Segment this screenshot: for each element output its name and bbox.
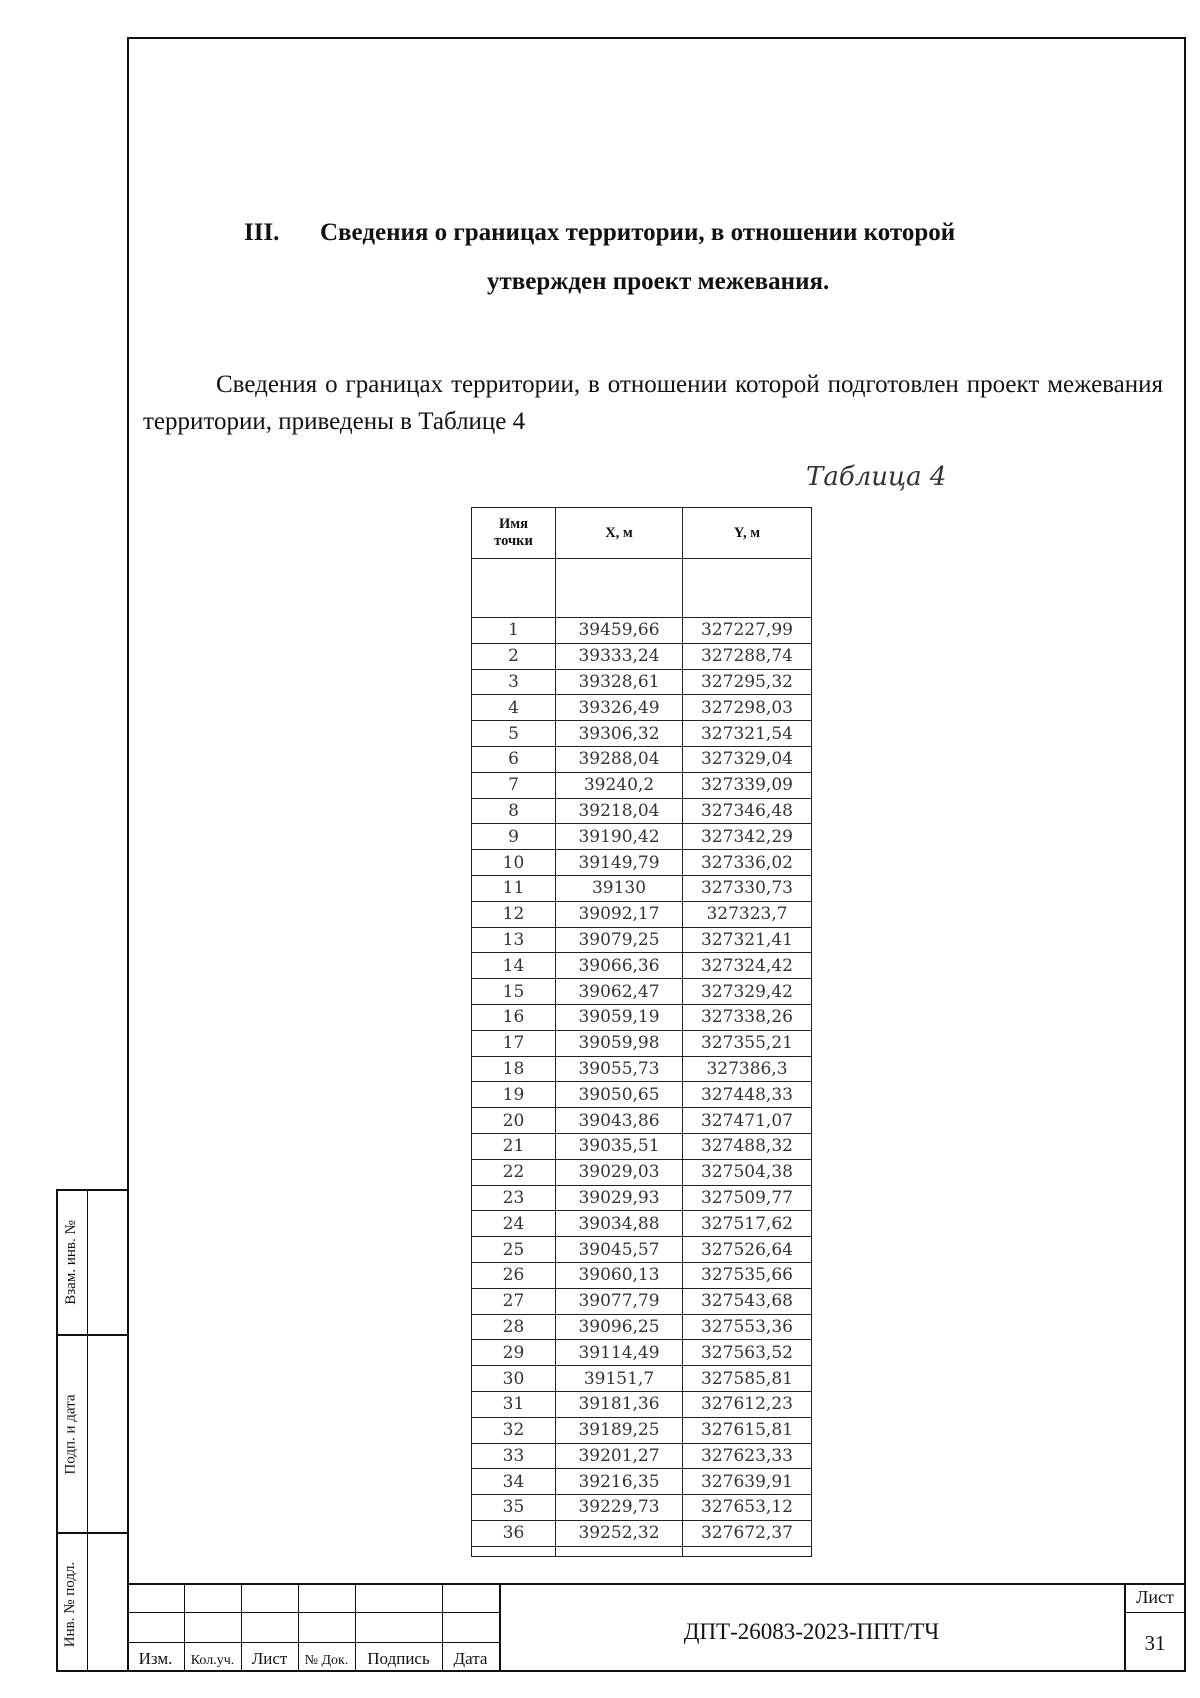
table-row [472, 643, 812, 669]
x-cell: 39055,73 [556, 1056, 683, 1082]
point-name-cell: 25 [472, 1237, 556, 1263]
table-row [472, 1237, 812, 1263]
coordinates-table [471, 507, 812, 1557]
x-cell: 39029,03 [556, 1159, 683, 1185]
point-name-cell: 24 [472, 1211, 556, 1237]
tb-col-kol-uch: Кол.уч. [190, 1653, 235, 1668]
x-cell: 39181,36 [556, 1391, 683, 1417]
y-cell: 327342,29 [683, 824, 812, 850]
point-name-cell: 19 [472, 1082, 556, 1108]
y-cell: 327612,23 [683, 1391, 812, 1417]
table-row [472, 927, 812, 953]
table-row [472, 772, 812, 798]
x-cell: 39114,49 [556, 1340, 683, 1366]
point-name-cell: 16 [472, 1004, 556, 1030]
x-cell: 39459,66 [556, 618, 683, 644]
table-row [472, 1004, 812, 1030]
y-cell: 327553,36 [683, 1314, 812, 1340]
x-cell: 39079,25 [556, 927, 683, 953]
x-cell: 39328,61 [556, 669, 683, 695]
table-row [472, 1340, 812, 1366]
point-name-cell: 28 [472, 1314, 556, 1340]
table-row [472, 1082, 812, 1108]
table-row [472, 1288, 812, 1314]
x-cell: 39035,51 [556, 1133, 683, 1159]
y-cell: 327639,91 [683, 1469, 812, 1495]
y-cell: 327471,07 [683, 1108, 812, 1134]
point-name-cell: 36 [472, 1520, 556, 1546]
section-title-line2: утвержден проект межевания. [487, 268, 830, 295]
table-row [472, 1366, 812, 1392]
sheet-label: Лист [1136, 1587, 1174, 1607]
x-cell: 39288,04 [556, 746, 683, 772]
table-row [472, 1133, 812, 1159]
side-stamp [56, 1189, 127, 1672]
table-row [472, 1443, 812, 1469]
y-cell: 327298,03 [683, 695, 812, 721]
y-cell: 327672,37 [683, 1520, 812, 1546]
point-name-cell: 31 [472, 1391, 556, 1417]
point-name-cell: 3 [472, 669, 556, 695]
table-row [472, 1391, 812, 1417]
table-row [472, 1520, 812, 1546]
table-row [472, 798, 812, 824]
point-name-cell: 6 [472, 746, 556, 772]
point-name-cell: 22 [472, 1159, 556, 1185]
table-row [472, 746, 812, 772]
header-y: Y, м [683, 508, 812, 559]
x-cell: 39092,17 [556, 901, 683, 927]
inv-podl-label: Инв. № подл. [62, 1561, 79, 1647]
point-name-cell: 20 [472, 1108, 556, 1134]
tb-row-line [127, 1642, 499, 1643]
table-row [472, 1314, 812, 1340]
point-name-cell: 11 [472, 875, 556, 901]
point-name-cell: 5 [472, 721, 556, 747]
x-cell: 39130 [556, 875, 683, 901]
point-name-cell: 14 [472, 953, 556, 979]
y-cell: 327321,41 [683, 927, 812, 953]
point-name-cell: 18 [472, 1056, 556, 1082]
y-cell: 327329,04 [683, 746, 812, 772]
point-name-cell: 21 [472, 1133, 556, 1159]
x-cell: 39201,27 [556, 1443, 683, 1469]
x-cell: 39096,25 [556, 1314, 683, 1340]
x-cell: 39077,79 [556, 1288, 683, 1314]
point-name-cell: 26 [472, 1262, 556, 1288]
table-row [472, 953, 812, 979]
x-cell: 39240,2 [556, 772, 683, 798]
inv-podl-cell [58, 1534, 127, 1674]
x-cell: 39306,32 [556, 721, 683, 747]
tb-col-list: Лист [251, 1649, 288, 1668]
x-cell: 39043,86 [556, 1108, 683, 1134]
table-row [472, 618, 812, 644]
point-name-cell: 4 [472, 695, 556, 721]
x-cell: 39218,04 [556, 798, 683, 824]
x-cell: 39190,42 [556, 824, 683, 850]
x-cell: 39062,47 [556, 979, 683, 1005]
table-row [472, 1056, 812, 1082]
document-code: ДПТ-26083-2023-ППТ/ТЧ [683, 1619, 940, 1644]
x-cell: 39333,24 [556, 643, 683, 669]
y-cell: 327543,68 [683, 1288, 812, 1314]
y-cell: 327488,32 [683, 1133, 812, 1159]
intro-paragraph: Сведения о границах территории, в отношении которой подготовлен проект межевания территории, приведены в Таблице 4 [143, 371, 1163, 435]
table-row [472, 875, 812, 901]
table-row [472, 1159, 812, 1185]
point-name-cell: 23 [472, 1185, 556, 1211]
header-x: X, м [556, 508, 683, 559]
point-name-cell: 7 [472, 772, 556, 798]
title-block [127, 1583, 1186, 1672]
x-cell: 39060,13 [556, 1262, 683, 1288]
y-cell: 327295,32 [683, 669, 812, 695]
tb-col-doc: № Док. [304, 1653, 349, 1668]
table-tail-row [472, 1546, 812, 1556]
x-cell: 39229,73 [556, 1495, 683, 1521]
x-cell: 39151,7 [556, 1366, 683, 1392]
point-name-cell: 12 [472, 901, 556, 927]
table-caption: Таблица 4 [806, 462, 947, 492]
tb-row-line [127, 1612, 499, 1613]
y-cell: 327517,62 [683, 1211, 812, 1237]
y-cell: 327526,64 [683, 1237, 812, 1263]
table-blank-row [472, 559, 812, 618]
table-header-row [472, 508, 812, 559]
y-cell: 327346,48 [683, 798, 812, 824]
x-cell: 39059,19 [556, 1004, 683, 1030]
podp-data-label: Подп. и дата [62, 1393, 79, 1475]
y-cell: 327288,74 [683, 643, 812, 669]
x-cell: 39326,49 [556, 695, 683, 721]
table-row [472, 1108, 812, 1134]
podp-data-cell [58, 1336, 127, 1534]
point-name-cell: 27 [472, 1288, 556, 1314]
point-name-cell: 30 [472, 1366, 556, 1392]
vzam-inv-cell [58, 1191, 127, 1336]
y-cell: 327615,81 [683, 1417, 812, 1443]
point-name-cell: 1 [472, 618, 556, 644]
point-name-cell: 34 [472, 1469, 556, 1495]
table-row [472, 721, 812, 747]
y-cell: 327504,38 [683, 1159, 812, 1185]
y-cell: 327355,21 [683, 1030, 812, 1056]
y-cell: 327386,3 [683, 1056, 812, 1082]
y-cell: 327509,77 [683, 1185, 812, 1211]
point-name-cell: 10 [472, 850, 556, 876]
tb-row-line [1124, 1612, 1186, 1613]
table-row [472, 850, 812, 876]
point-name-cell: 29 [472, 1340, 556, 1366]
table-row [472, 1417, 812, 1443]
y-cell: 327585,81 [683, 1366, 812, 1392]
x-cell: 39252,32 [556, 1520, 683, 1546]
y-cell: 327653,12 [683, 1495, 812, 1521]
y-cell: 327338,26 [683, 1004, 812, 1030]
y-cell: 327563,52 [683, 1340, 812, 1366]
tb-col-izm: Изм. [138, 1649, 173, 1668]
x-cell: 39034,88 [556, 1211, 683, 1237]
x-cell: 39045,57 [556, 1237, 683, 1263]
header-point-name: Имя точки [472, 508, 556, 559]
table-row [472, 669, 812, 695]
x-cell: 39066,36 [556, 953, 683, 979]
y-cell: 327339,09 [683, 772, 812, 798]
sheet-number: 31 [1144, 1631, 1166, 1655]
x-cell: 39189,25 [556, 1417, 683, 1443]
y-cell: 327448,33 [683, 1082, 812, 1108]
point-name-cell: 32 [472, 1417, 556, 1443]
x-cell: 39149,79 [556, 850, 683, 876]
point-name-cell: 2 [472, 643, 556, 669]
table-row [472, 1495, 812, 1521]
table-row [472, 1185, 812, 1211]
x-cell: 39029,93 [556, 1185, 683, 1211]
y-cell: 327329,42 [683, 979, 812, 1005]
point-name-cell: 8 [472, 798, 556, 824]
y-cell: 327330,73 [683, 875, 812, 901]
point-name-cell: 35 [472, 1495, 556, 1521]
x-cell: 39050,65 [556, 1082, 683, 1108]
table-row [472, 901, 812, 927]
tb-col-podpis: Подпись [367, 1649, 430, 1668]
point-name-cell: 33 [472, 1443, 556, 1469]
section-number: III. [244, 219, 280, 246]
point-name-cell: 15 [472, 979, 556, 1005]
x-cell: 39059,98 [556, 1030, 683, 1056]
table-row [472, 979, 812, 1005]
y-cell: 327324,42 [683, 953, 812, 979]
section-title-line1: Сведения о границах территории, в отношении которой [320, 219, 956, 246]
table-row [472, 695, 812, 721]
table-row [472, 824, 812, 850]
x-cell: 39216,35 [556, 1469, 683, 1495]
point-name-cell: 17 [472, 1030, 556, 1056]
y-cell: 327321,54 [683, 721, 812, 747]
vzam-inv-label: Взам. инв. № [62, 1220, 79, 1305]
tb-col-data: Дата [453, 1649, 488, 1668]
point-name-cell: 13 [472, 927, 556, 953]
table-row [472, 1030, 812, 1056]
table-row [472, 1262, 812, 1288]
y-cell: 327623,33 [683, 1443, 812, 1469]
table-row [472, 1469, 812, 1495]
table-row [472, 1211, 812, 1237]
y-cell: 327336,02 [683, 850, 812, 876]
point-name-cell: 9 [472, 824, 556, 850]
y-cell: 327323,7 [683, 901, 812, 927]
y-cell: 327535,66 [683, 1262, 812, 1288]
y-cell: 327227,99 [683, 618, 812, 644]
